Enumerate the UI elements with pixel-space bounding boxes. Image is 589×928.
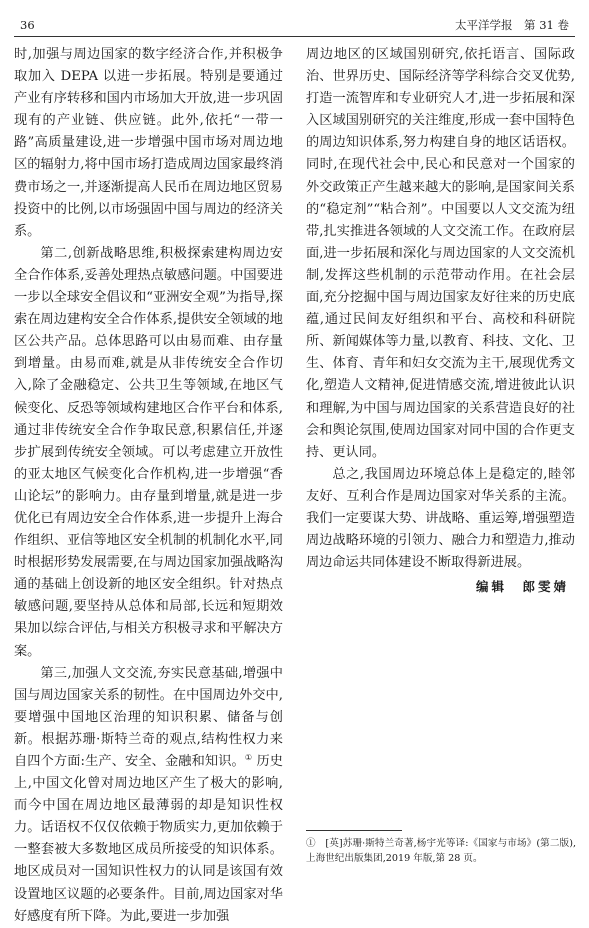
journal-title: 太平洋学报 第 31 卷 xyxy=(455,18,569,32)
paragraph-security: 第二,创新战略思维,积极探索建构周边安全合作体系,妥善处理热点敏感问题。中国要进一步以全球安全倡议和“亚洲安全观”为指导,探索在周边建构安全合作体系,提供安全领域的地区公共产品。总体思路可以由易而难、由存量到增量。由易而难,就是从非传统安全合作切入,除了金融稳定、公共卫生等领域,在地区气候变化、反恐等领域构建地区合作平台和体系,通过非传统安全合作争取民意,积累信任,并逐步扩展到传统安全领域。可以考虑建立开放性的亚太地区气候变化合作机构,进一步增强“香山论坛”的影响力。由存量到增量,就是进一步优化已有周边安全合作体系,进一步提升上海合作组织、亚信等地区安全机制的机制化水平,同时根据形势发展需要,在与周边国家加强战略沟通的基础上创设新的地区安全组织。针对热点敏感问题,要坚持从总体和局部,长远和短期效果加以综合评估,与相关方积极寻求和平解决方案。 xyxy=(14,245,283,659)
left-column xyxy=(14,44,283,928)
footnote-marker[interactable]: ① xyxy=(244,753,253,762)
paragraph-humanities-text: 第三,加强人文交流,夯实民意基础,增强中国与周边国家关系的韧性。在中国周边外交中,要增强中国地区治理的知识积累、储备与创新。根据苏珊·斯特兰奇的观点,结构性权力来自四个方面:生产、安全、金融和知识。 xyxy=(14,665,283,769)
paragraph-continued: 时,加强与周边国家的数字经济合作,并积极争取加入 DEPA 以进一步拓展。特别是要通过产业有序转移和国内市场加大开放,进一步巩固现有的产业链、供应链。此外,依托“一带一路”高质量建设,进一步增强中国市场对周边地区的辐射力,将中国市场打造成周边国家最终消费市场之一,并逐渐提高人民币在周边地区贸易投资中的比例,以市场强固中国与周边的经济关系。 xyxy=(14,47,283,239)
paragraph-conclusion: 总之,我国周边环境总体上是稳定的,睦邻友好、互利合作是周边国家对华关系的主流。我们一定要谋大势、讲战略、重运筹,增强塑造周边战略环境的引领力、融合力和塑造力,推动周边命运共同体建设不断取得新进展。 xyxy=(306,466,575,571)
right-column xyxy=(306,44,575,598)
footnote-divider xyxy=(306,830,402,831)
paragraph-humanities xyxy=(14,663,283,928)
page-number: 36 xyxy=(20,18,35,32)
paragraph-humanities-text-2: 历史上,中国文化曾对周边地区产生了极大的影响,而今中国在周边地区最薄弱的却是知识性权力。话语权不仅仅依赖于物质实力,更加依赖于一整套被大多数地区成员所接受的知识体系。地区成员对一国知识性权力的认同是该国有效设置地区议题的必要条件。目前,周边国家对华好感度有所下降。为此,要进一步加强 xyxy=(14,754,283,924)
editor-credit: 编辑 郎雯婧 xyxy=(475,579,569,595)
footnote: ① [英]苏珊·斯特兰奇著,杨宇光等译:《国家与市场》(第二版),上海世纪出版集团,2019 年版,第 28 页。 xyxy=(306,838,576,864)
paragraph-regional-studies: 周边地区的区域国别研究,依托语言、国际政治、世界历史、国际经济等学科综合交叉优势,打造一流智库和专业研究人才,进一步拓展和深入区域国别研究的关注维度,形成一套中国特色的周边知识体系,努力构建自身的地区话语权。同时,在现代社会中,民心和民意对一个国家的外交政策正产生越来越大的影响,是国家间关系的“稳定剂”“粘合剂”。中国要以人文交流为纽带,扎实推进各领域的人文交流工作。在政府层面,进一步拓展和深化与周边国家的人文交流机制,发挥这些机制的示范带动作用。在社会层面,充分挖掘中国与周边国家友好往来的历史底蕴,通过民间友好组织和平台、高校和科研院所、新闻媒体等力量,以教育、科技、文化、卫生、体育、青年和妇女交流为主干,展现优秀文化,塑造人文精神,促进情感交流,增进彼此认识和理解,为中国与周边国家的关系营造良好的社会和舆论氛围,使周边国家对同中国的合作更支持、更认同。 xyxy=(306,47,575,460)
running-header xyxy=(14,14,575,37)
